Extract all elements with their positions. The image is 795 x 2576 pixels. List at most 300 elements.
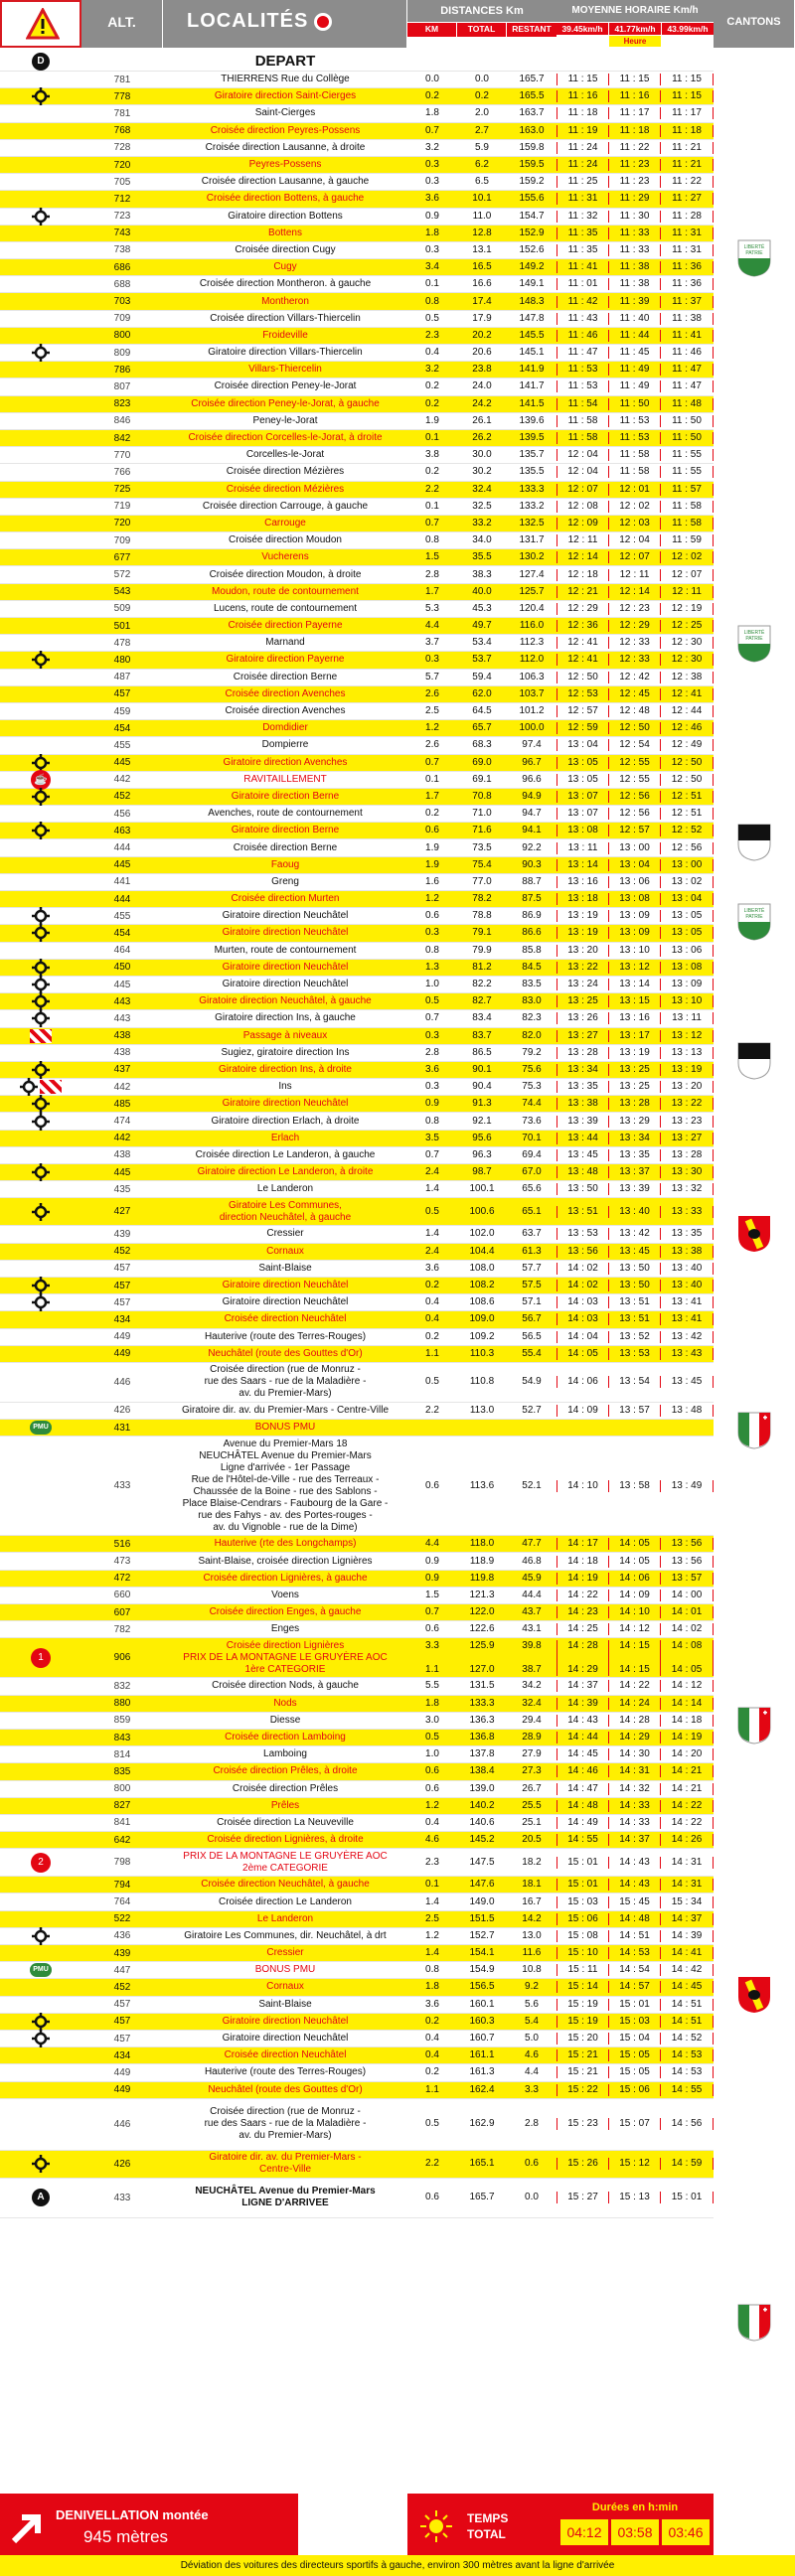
locality: Giratoire direction Bottens [228,210,343,222]
altitude: 906 [113,1652,131,1664]
restant-km: 63.7 [522,1228,542,1240]
total-km: 24.0 [472,380,492,392]
km: 1.1 [425,2083,439,2095]
table-row [0,2014,714,2031]
locality: Croisée direction Le Landeron [219,1895,352,1907]
start-icon: D [32,53,50,71]
time-2: 12 : 04 [608,534,660,546]
altitude: 452 [113,1981,131,1993]
table-row [0,1244,714,1261]
restant-km: 0.0 [525,2192,539,2203]
alt-header: ALT. [81,0,163,48]
canton-neuchatel-flag-2 [714,1706,795,1745]
marker-cell [0,53,81,71]
km: 2.3 [425,1856,439,1868]
total-km: 26.1 [472,414,492,426]
altitude: 441 [113,876,131,888]
time-1: 12 : 41 [556,637,608,649]
restant-km: 120.4 [519,602,545,614]
time-1: 13 : 11 [556,842,608,854]
altitude: 426 [113,2158,131,2170]
time-2: 12 : 11 [608,569,660,581]
total-km: 151.5 [469,1912,495,1924]
restant-km: 67.0 [522,1166,542,1178]
locality: Giratoire direction Ins, à droite [219,1063,352,1075]
locality: Saint-Cierges [254,107,316,119]
time-1: 11 : 24 [556,142,608,154]
time-3: 14 : 51 [660,2016,714,2028]
footer [0,2494,795,2561]
time-1: 14 : 48 [556,1800,608,1812]
localites-header [163,0,407,48]
marker-cell [0,2013,81,2031]
time-3: 13 : 42 [660,1331,714,1343]
total-km: 100.1 [469,1183,495,1195]
time-1: 13 : 14 [556,859,608,871]
altitude: 485 [113,1098,131,1110]
altitude: 456 [113,808,131,820]
total-km: 138.4 [469,1765,495,1777]
restant-km: 46.8 [522,1555,542,1567]
time-3: 11 : 21 [660,159,714,171]
time-2: 14 : 37 [608,1834,660,1846]
time-3: 13 : 22 [660,1098,714,1110]
time-2: 13 : 51 [608,1296,660,1308]
table-row [0,1945,714,1962]
time-3: 11 : 31 [660,244,714,256]
restant-km: 145.1 [519,347,545,359]
table-row [0,413,714,430]
altitude: 827 [113,1800,131,1812]
marker-cell [0,651,81,669]
locality: Giratoire dir. av. du Premier-Mars - Centre-Ville [209,2152,362,2176]
total-km: 5.9 [475,141,489,153]
locality: Croisée direction Nods, à gauche [212,1680,359,1692]
time-1: 13 : 44 [556,1133,608,1144]
restant-km: 5.0 [525,2033,539,2045]
altitude: 720 [113,518,131,530]
time-3: 12 : 25 [660,620,714,632]
time-1: 12 : 04 [556,449,608,461]
time-3: 11 : 58 [660,518,714,530]
km: 0.3 [425,1081,439,1093]
table-row [0,1311,714,1328]
time-1: 11 : 25 [556,176,608,188]
locality: Croisée direction Prêles, à droite [213,1765,358,1777]
total-km: 98.7 [472,1166,492,1178]
time-3: 13 : 19 [660,1064,714,1076]
total-km: 149.0 [469,1895,495,1907]
altitude: 723 [113,211,131,223]
restant-km: 88.7 [522,875,542,887]
restant-km: 103.7 [519,687,545,699]
table-row [0,174,714,191]
altitude: 719 [113,501,131,513]
canton-vaud-flag-3 [714,902,795,942]
altitude: 457 [113,2033,131,2045]
table-row [0,1062,714,1079]
time-3: 12 : 38 [660,672,714,683]
time-2: 14 : 15 14 : 15 [608,1640,660,1676]
locality: Croisée direction Lausanne, à droite [205,141,366,153]
time-2: 12 : 03 [608,518,660,530]
time-3: 11 : 36 [660,261,714,273]
speed-1: 39.45km/h [556,23,608,35]
locality: Giratoire direction Neuchâtel [222,2033,349,2045]
km: 0.2 [425,466,439,478]
time-2: 15 : 01 [608,1999,660,2011]
total-km: 70.8 [472,790,492,802]
time-3: 11 : 28 [660,211,714,223]
total-km: 161.1 [469,2049,495,2061]
time-1: 14 : 09 [556,1405,608,1417]
time-3: 12 : 07 [660,569,714,581]
time-3: 15 : 01 [660,2192,714,2203]
locality: Moudon, route de contournement [212,585,359,597]
time-2: 13 : 28 [608,1098,660,1110]
speed-2: 41.77km/h [609,23,661,35]
marker-cell [0,959,81,977]
temps-label: TEMPS [467,2511,509,2525]
km: 2.6 [425,687,439,699]
time-2: 13 : 06 [608,876,660,888]
time-3: 13 : 11 [660,1012,714,1024]
total-km: 145.2 [469,1834,495,1846]
duree-3: 03:46 [662,2519,710,2545]
time-1: 11 : 18 [556,107,608,119]
locality: Ins [278,1081,292,1093]
time-3: 11 : 36 [660,278,714,290]
km: 1.2 [425,893,439,905]
time-2: 13 : 15 [608,995,660,1007]
time-2: 11 : 49 [608,380,660,392]
total-km: 147.5 [469,1856,495,1868]
warning-box [0,0,81,48]
duree-2: 03:58 [611,2519,659,2545]
time-2: 12 : 33 [608,654,660,666]
time-3: 13 : 13 [660,1047,714,1059]
restant-km: 25.5 [522,1799,542,1811]
total-km: 32.5 [472,500,492,512]
time-1: 11 : 54 [556,398,608,410]
svg-text:PATRIE: PATRIE [745,250,763,256]
altitude: 442 [113,1133,131,1144]
time-2: 14 : 53 [608,1947,660,1959]
table-row [0,72,714,88]
total-km: 30.2 [472,466,492,478]
table-row [0,447,714,464]
total-km: 152.7 [469,1929,495,1941]
time-1: 15 : 27 [556,2192,608,2203]
time-2: 12 : 54 [608,739,660,751]
total-header: TOTAL [457,23,506,37]
time-1: 11 : 41 [556,261,608,273]
time-2: 12 : 02 [608,501,660,513]
locality: Croisée direction (rue de Monruz - rue des Saars - rue de la Maladière - av. du Premier-Mars) [204,1364,367,1400]
time-3: 13 : 10 [660,995,714,1007]
table-row [0,943,714,960]
pmu-bonus-icon: PMU [30,1963,52,1977]
canton-bern-flag-2 [714,1975,795,2015]
restant-km: 57.1 [522,1296,542,1308]
warning-icon [26,8,60,40]
time-2: 11 : 15 [608,74,660,85]
time-3: 13 : 41 [660,1313,714,1325]
locality: Croisée direction Moudon, à droite [209,568,362,580]
time-1: 11 : 46 [556,330,608,342]
time-1: 12 : 50 [556,672,608,683]
altitude: 426 [113,1405,131,1417]
locality: Croisée direction Neuchâtel [224,1313,347,1325]
restant-km: 125.7 [519,585,545,597]
locality: Neuchâtel (route des Gouttes d'Or) [208,2083,363,2095]
time-2: 15 : 05 [608,2049,660,2061]
time-3: 12 : 41 [660,688,714,700]
time-2: 11 : 17 [608,107,660,119]
table-row [0,1730,714,1746]
km: 1.4 [425,1895,439,1907]
locality: Domdidier [262,722,308,734]
time-3: 12 : 52 [660,825,714,836]
locality: Croisée direction Peyres-Possens [210,124,361,136]
restant-km: 159.2 [519,176,545,188]
roundabout-icon [32,1009,50,1027]
restant-km: 112.0 [519,654,545,666]
km: 2.5 [425,705,439,717]
marker-cell [0,1853,81,1873]
altitude: 439 [113,1947,131,1959]
restant-km: 83.5 [522,979,542,990]
time-3: 14 : 08 14 : 05 [660,1640,714,1676]
moyenne-header [556,0,714,48]
km: 0.1 [425,500,439,512]
roundabout-icon [32,959,50,977]
table-row [0,1164,714,1181]
time-1: 14 : 44 [556,1732,608,1743]
time-2: 13 : 50 [608,1263,660,1275]
locality: Giratoire Les Communes, dir. Neuchâtel, à drt [184,1929,387,1941]
time-1: 14 : 49 [556,1817,608,1829]
km: 0.7 [425,517,439,529]
locality: Saint-Blaise [258,1262,312,1274]
total-km: 147.6 [469,1879,495,1891]
marker-cell [0,1009,81,1027]
km: 3.6 [425,193,439,205]
restant-km: 112.3 [519,637,545,649]
marker-cell [0,924,81,942]
km: 0.1 [425,1879,439,1891]
time-3: 14 : 31 [660,1879,714,1891]
time-2: 14 : 43 [608,1879,660,1891]
restant-km: 32.4 [522,1697,542,1709]
altitude: 457 [113,2016,131,2028]
table-row [0,755,714,772]
time-2: 13 : 25 [608,1064,660,1076]
locality: Giratoire direction Ins, à gauche [215,1012,356,1024]
svg-text:LIBERTÉ: LIBERTÉ [743,630,765,636]
table-row [0,1278,714,1294]
time-3: 14 : 20 [660,1748,714,1760]
time-1: 13 : 08 [556,825,608,836]
km: 1.0 [425,979,439,990]
time-3: 11 : 22 [660,176,714,188]
table-row [0,1604,714,1621]
locality: Giratoire direction Villars-Thiercelin [208,347,363,359]
locality: Giratoire direction Erlach, à droite [211,1115,360,1127]
restant-km: 131.7 [519,534,545,546]
time-1: 13 : 50 [556,1183,608,1195]
roundabout-icon [32,1061,50,1079]
locality: Carrouge [264,517,306,529]
total-km: 110.8 [469,1376,495,1388]
total-km: 125.9 127.0 [469,1639,495,1675]
altitude: 449 [113,1348,131,1360]
time-2: 11 : 23 [608,159,660,171]
km: 0.8 [425,295,439,307]
locality: Vucherens [261,551,309,563]
time-1: 12 : 21 [556,586,608,598]
time-2: 11 : 44 [608,330,660,342]
time-2: 15 : 13 [608,2192,660,2203]
time-1: 14 : 43 [556,1715,608,1727]
km: 0.1 [425,432,439,444]
time-1: 13 : 38 [556,1098,608,1110]
table-row [0,806,714,823]
time-1: 14 : 02 [556,1263,608,1275]
time-3: 13 : 30 [660,1166,714,1178]
km: 2.5 [425,1912,439,1924]
locality: Froideville [262,329,308,341]
altitude: 435 [113,1183,131,1195]
total-km: 121.3 [469,1589,495,1600]
restant-km: 154.7 [519,210,545,222]
restant-km: 3.3 [525,2083,539,2095]
total-km: 92.1 [472,1115,492,1127]
marker-cell [0,822,81,839]
table-row [0,1696,714,1713]
restant-km: 52.7 [522,1404,542,1416]
time-1: 13 : 04 [556,739,608,751]
table-row [0,977,714,993]
restant-km: 130.2 [519,551,545,563]
time-3: 11 : 18 [660,125,714,137]
km: 0.7 [425,1148,439,1160]
time-3: 14 : 51 [660,1999,714,2011]
time-2: 11 : 30 [608,211,660,223]
altitude: 474 [113,1116,131,1128]
time-3: 13 : 33 [660,1206,714,1218]
altitude: 434 [113,2049,131,2061]
total-km: 68.3 [472,739,492,751]
altitude: 686 [113,261,131,273]
time-3: 11 : 37 [660,296,714,308]
time-1: 11 : 47 [556,347,608,359]
km: 0.3 [425,176,439,188]
locality: NEUCHÂTEL Avenue du Premier-Mars LIGNE D'ARRIVEE [195,2186,376,2209]
time-1: 12 : 14 [556,551,608,563]
table-row [0,1678,714,1695]
time-1: 14 : 25 [556,1623,608,1635]
total-km: 110.3 [469,1347,495,1359]
restant-km: 82.0 [522,1029,542,1041]
restant-km: 86.6 [522,927,542,939]
restant-header: RESTANT [507,23,556,37]
km: 0.2 [425,808,439,820]
pmu-bonus-icon: PMU [30,1421,52,1435]
locality: Croisée direction Avenches [225,687,346,699]
time-1: 14 : 04 [556,1331,608,1343]
restant-km: 94.9 [522,790,542,802]
total-km: 165.7 [469,2192,495,2203]
altitude: 445 [113,1166,131,1178]
time-3: 13 : 43 [660,1348,714,1360]
altitude: 786 [113,364,131,376]
locality: Nods [273,1697,297,1709]
total-km: 53.7 [472,654,492,666]
time-2: 11 : 53 [608,432,660,444]
restant-km: 69.4 [522,1148,542,1160]
altitude: 442 [113,1081,131,1093]
time-2: 13 : 17 [608,1030,660,1042]
km: 1.5 [425,1589,439,1600]
km: 1.4 [425,1183,439,1195]
restant-km: 5.4 [525,2015,539,2027]
moyenne-title: MOYENNE HORAIRE Km/h [556,0,714,22]
restant-km: 57.5 [522,1280,542,1291]
roundabout-icon [32,2013,50,2031]
altitude: 455 [113,739,131,751]
restant-km: 84.5 [522,961,542,973]
restant-km: 16.7 [522,1895,542,1907]
restant-km: 10.8 [522,1964,542,1976]
time-3: 14 : 56 [660,2118,714,2130]
roundabout-icon [32,1293,50,1311]
table-row [0,1997,714,2014]
record-dot-icon [314,13,332,31]
restant-km: 5.6 [525,1998,539,2010]
km: 1.4 [425,1228,439,1240]
total-km: 118.9 [469,1555,495,1567]
altitude: 446 [113,2118,131,2130]
table-row [0,362,714,379]
total-km: 17.4 [472,295,492,307]
marker-cell [0,788,81,806]
altitude: 437 [113,1064,131,1076]
time-2: 13 : 42 [608,1228,660,1240]
locality: Croisée direction Neuchâtel [224,2049,347,2061]
locality: Hauterive (route des Terres-Rouges) [204,2066,367,2078]
restant-km: 52.1 [522,1479,542,1491]
altitude: 794 [113,1879,131,1891]
table-row [0,1928,714,1945]
table-row [0,516,714,532]
table-row [0,1571,714,1588]
time-1: 13 : 25 [556,995,608,1007]
altitude: 781 [113,74,131,85]
total-km: 17.9 [472,312,492,324]
time-2: 13 : 50 [608,1280,660,1291]
table-row [0,1131,714,1147]
restant-km: 61.3 [522,1245,542,1257]
altitude: 809 [113,347,131,359]
km: 1.1 [425,1347,439,1359]
total-km: 109.0 [469,1313,495,1325]
restant-km: 11.6 [522,1947,542,1959]
total-km: 160.7 [469,2033,495,2045]
table-row [0,874,714,891]
restant-km: 96.6 [522,773,542,785]
altitude: 846 [113,415,131,427]
